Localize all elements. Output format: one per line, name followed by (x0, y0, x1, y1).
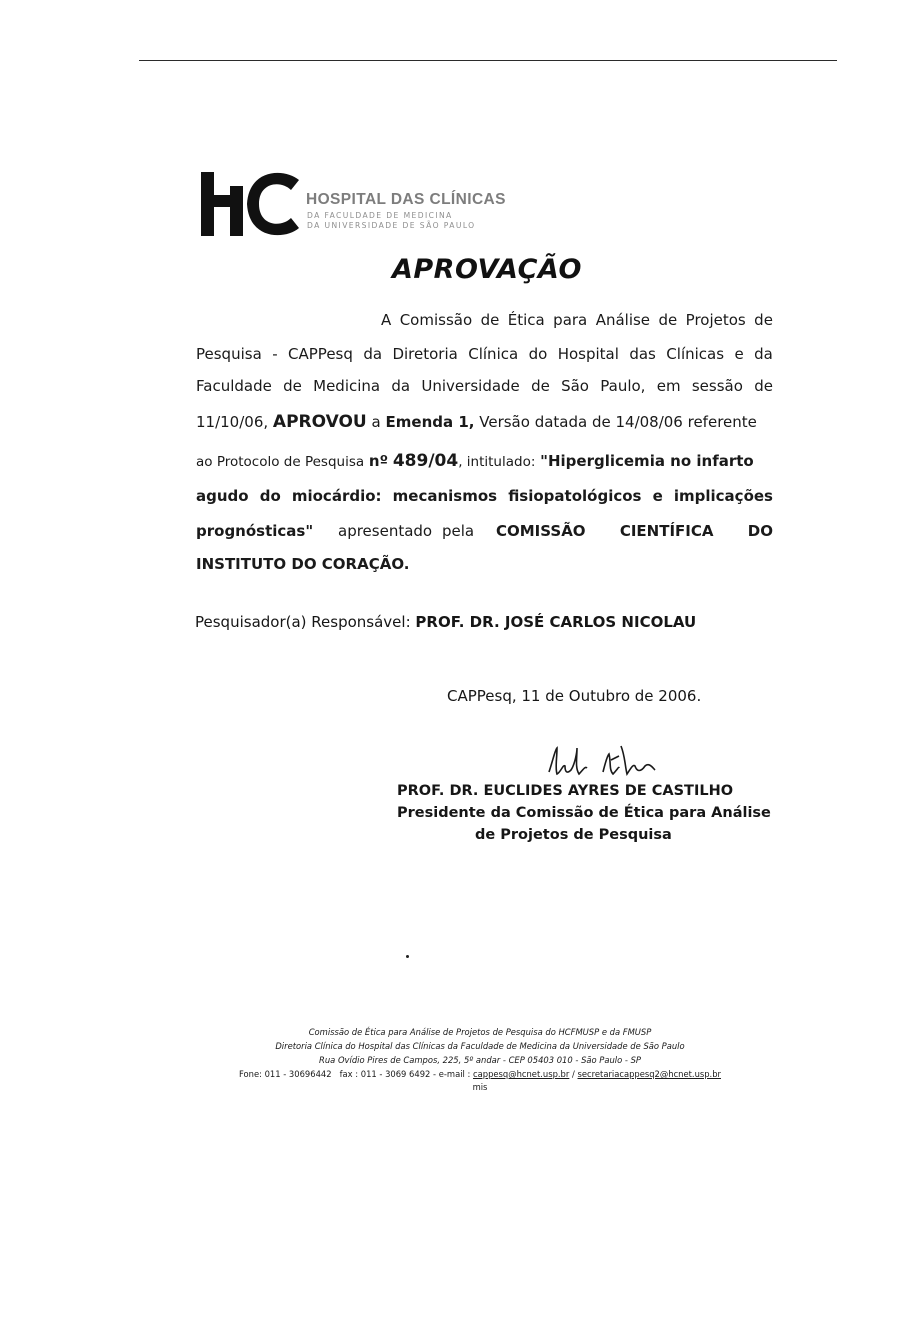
word: CIENTÍFICA (619, 522, 714, 540)
body-line-1 (381, 308, 773, 332)
word: mecanismos (392, 487, 498, 505)
body-line-7 (196, 519, 773, 543)
word: São (561, 377, 589, 395)
footer-email-2[interactable]: secretariacappesq2@hcnet.usp.br (577, 1069, 721, 1079)
footer-email-1[interactable]: cappesq@hcnet.usp.br (473, 1069, 570, 1079)
word: das (629, 345, 656, 363)
scan-speck (406, 955, 409, 958)
page-top-rule (139, 60, 837, 61)
word: de (283, 377, 302, 395)
word: - (272, 345, 278, 363)
body-line-3 (196, 374, 773, 398)
footer-email-label: - e-mail : (433, 1069, 471, 1079)
hospital-name: HOSPITAL DAS CLÍNICAS (306, 191, 506, 208)
place-and-date: CAPPesq, 11 de Outubro de 2006. (447, 687, 702, 705)
amendment: Emenda 1, (385, 413, 475, 431)
word: do (259, 487, 281, 505)
word: Diretoria (392, 345, 458, 363)
word: de (480, 311, 500, 329)
signatory-name: PROF. DR. EUCLIDES AYRES DE CASTILHO (397, 783, 734, 799)
footer-line-3: Rua Ovídio Pires de Campos, 225, 5º andar - CEP 05403 010 - São Paulo - SP (319, 1055, 641, 1065)
word: Hospital (557, 345, 619, 363)
hc-logo-mark (199, 168, 303, 240)
signatory-role-2: de Projetos de Pesquisa (475, 827, 672, 843)
footer-line-2: Diretoria Clínica do Hospital das Clínicas da Faculdade de Medicina da Universidade de São Paulo (275, 1041, 685, 1051)
word: implicações (673, 487, 773, 505)
word: sessão (691, 377, 743, 395)
word: Paulo, (600, 377, 646, 395)
protocol-number-label: nº (368, 452, 389, 470)
version-text: Versão datada de 14/08/06 referente (479, 413, 757, 431)
by-word: pela (442, 522, 475, 540)
word: fisiopatológicos (508, 487, 642, 505)
word: em (656, 377, 681, 395)
word: da (363, 345, 383, 363)
researcher-name: PROF. DR. JOSÉ CARLOS NICOLAU (415, 613, 697, 631)
word: DO (747, 522, 773, 540)
word: miocárdio: (291, 487, 382, 505)
body-line-5 (196, 449, 773, 473)
hospital-logo (199, 168, 506, 242)
session-date: 11/10/06, (196, 413, 269, 431)
word: Universidade (421, 377, 520, 395)
word: Análise (595, 311, 651, 329)
scientific-commission (496, 519, 773, 543)
titled-label: , intitulado: (458, 454, 536, 470)
study-title-start: "Hiperglicemia no infarto (540, 452, 754, 470)
footer-initials: mis (472, 1082, 488, 1092)
word: A (381, 311, 392, 329)
researcher-label: Pesquisador(a) Responsável: (195, 613, 411, 631)
word: e (734, 345, 744, 363)
word: de (658, 311, 678, 329)
document-title: APROVAÇÃO (392, 254, 582, 285)
word: da (391, 377, 411, 395)
institute-name: INSTITUTO DO CORAÇÃO. (196, 555, 410, 573)
researcher-line (195, 610, 696, 634)
word: agudo (196, 487, 249, 505)
footer-email-separator: / (572, 1069, 575, 1079)
presented-word: apresentado (338, 522, 433, 540)
body-a: a (371, 413, 381, 431)
word: para (553, 311, 588, 329)
word: Clínica (468, 345, 519, 363)
word: Clínicas (666, 345, 725, 363)
word: Faculdade (196, 377, 272, 395)
hospital-subtitle-2: DA UNIVERSIDADE DE SÃO PAULO (307, 221, 476, 230)
protocol-number: 489/04 (392, 451, 459, 471)
protocol-prefix: ao Protocolo de Pesquisa (196, 454, 365, 470)
approval-body (196, 308, 773, 578)
body-line-6 (196, 484, 773, 508)
word: de (754, 377, 773, 395)
body-line-8 (196, 552, 773, 576)
word: de (754, 311, 773, 329)
word: Medicina (313, 377, 381, 395)
word: do (528, 345, 548, 363)
footer-line-1: Comissão de Ética para Análise de Projetos de Pesquisa do HCFMUSP e da FMUSP (308, 1027, 652, 1037)
word: Projetos (685, 311, 746, 329)
approved-word: APROVOU (272, 412, 367, 432)
study-title-end: prognósticas" (196, 522, 314, 540)
word: da (754, 345, 773, 363)
signatory-role-1: Presidente da Comissão de Ética para Análise (397, 805, 771, 821)
footer-fax: fax : 011 - 3069 6492 (339, 1069, 431, 1079)
word: e (652, 487, 663, 505)
body-line-2 (196, 342, 773, 366)
word: Ética (507, 311, 545, 329)
body-line-4 (196, 410, 773, 434)
word: CAPPesq (288, 345, 353, 363)
handwritten-signature (545, 742, 665, 782)
footer-contacts (200, 1069, 760, 1079)
word: Comissão (399, 311, 473, 329)
footer-phone: Fone: 011 - 30696442 (239, 1069, 332, 1079)
word: Pesquisa (196, 345, 262, 363)
hospital-subtitle-1: DA FACULDADE DE MEDICINA (307, 211, 453, 220)
word: de (531, 377, 550, 395)
word: COMISSÃO (496, 522, 586, 540)
